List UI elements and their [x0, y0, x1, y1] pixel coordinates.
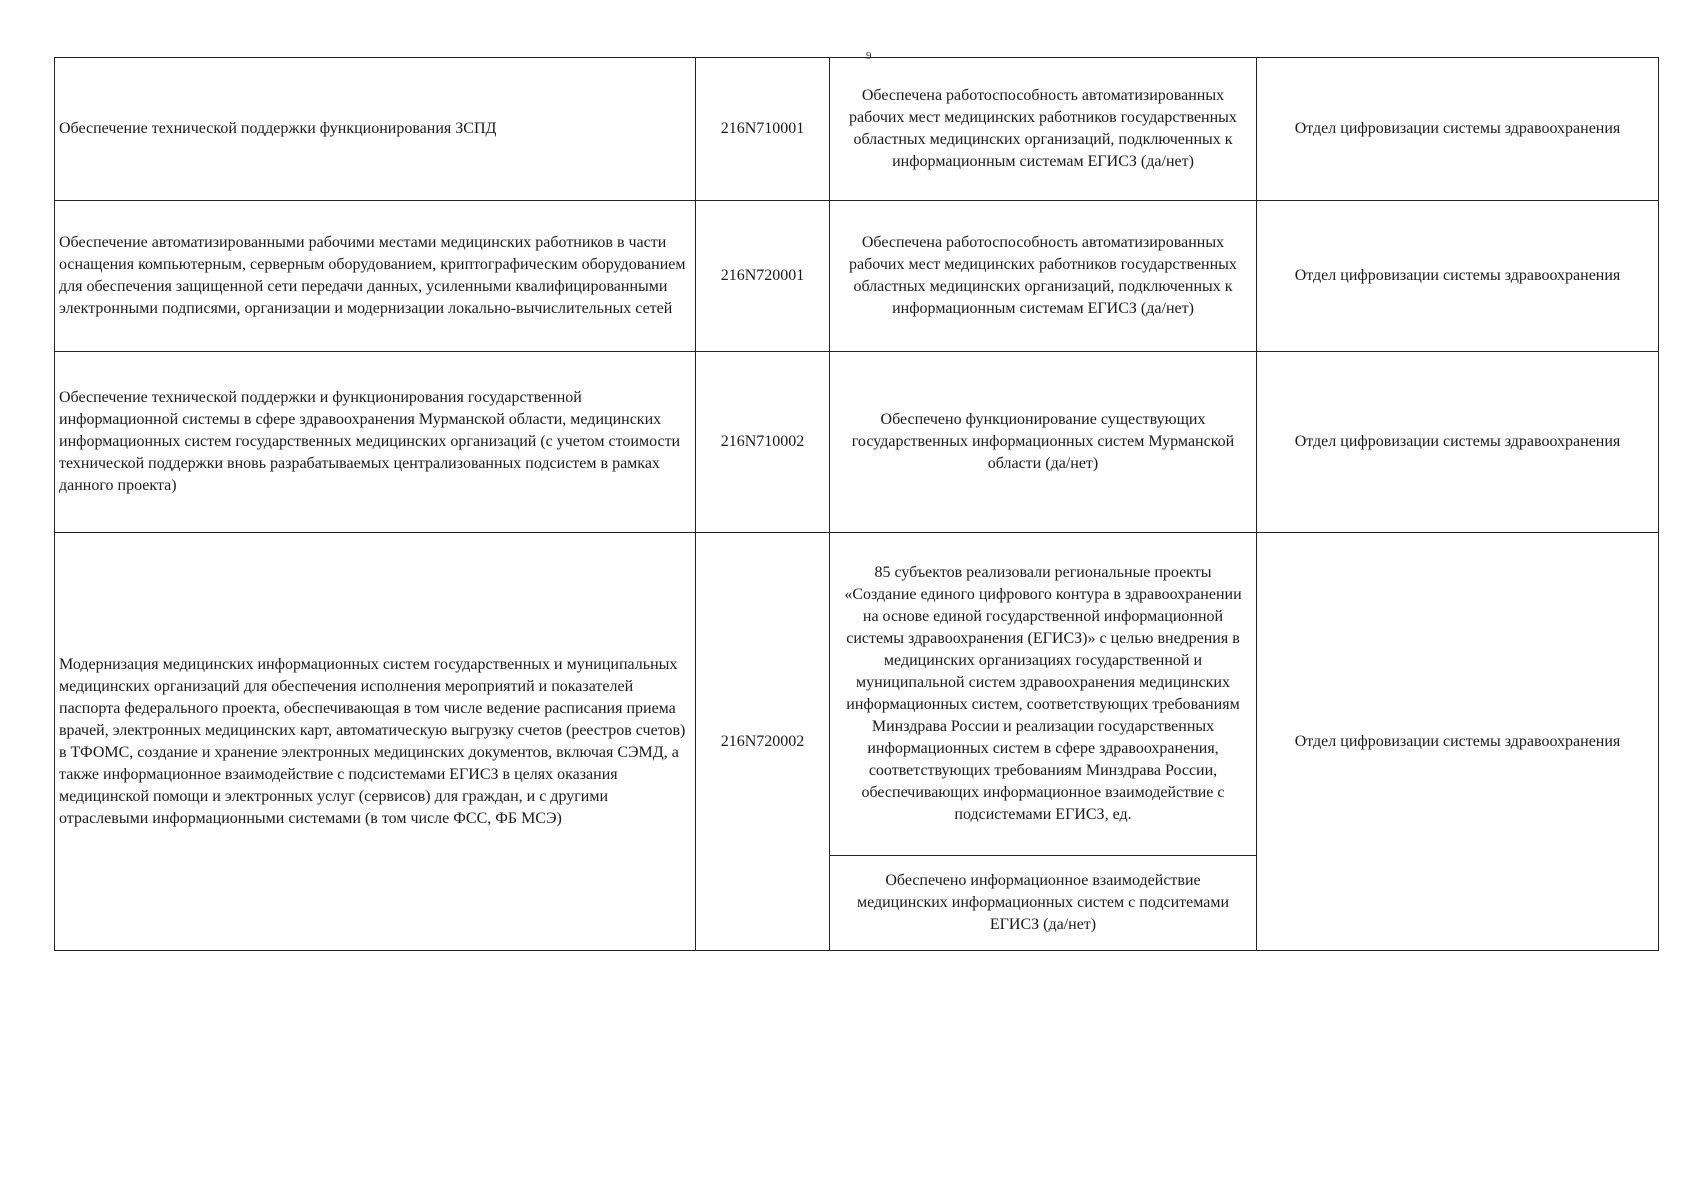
- table-row: [55, 533, 1659, 856]
- activity-cell: Модернизация медицинских информационных систем государственных и муниципальных медицинских организаций для обеспечения исполнения мероприятий и показателей паспорта федерального проекта, обеспечивающая в том числе ведение расписания приема врачей, электронных медицинских карт, автоматическую выгрузку счетов (реестров счетов) в ТФОМС, создание и хранение электронных медицинских документов, включая СЭМД, а также информационное взаимодействие с подсистемами ЕГИСЗ в целях оказания медицинской помощи и электронных услуг (сервисов) для граждан, и с другими отраслевыми информационными системами (в том числе ФСС, ФБ МСЭ): [55, 533, 696, 951]
- result-cell: Обеспечена работоспособность автоматизированных рабочих мест медицинских работников государственных областных медицинских организаций, подключенных к информационным системам ЕГИСЗ (да/нет): [830, 201, 1257, 352]
- table-row: [55, 58, 1659, 201]
- activity-cell: Обеспечение технической поддержки функционирования ЗСПД: [55, 58, 696, 201]
- activity-cell: Обеспечение технической поддержки и функционирования государственной информационной системы в сфере здравоохранения Мурманской области, медицинских информационных систем государственных медицинских организаций (с учетом стоимости технической поддержки вновь разрабатываемых централизованных подсистем в рамках данного проекта): [55, 352, 696, 533]
- table-row: [55, 201, 1659, 352]
- code-cell: 216N720001: [696, 201, 830, 352]
- department-cell: Отдел цифровизации системы здравоохранения: [1257, 201, 1659, 352]
- activity-cell: Обеспечение автоматизированными рабочими местами медицинских работников в части оснащения компьютерным, серверным оборудованием, криптографическим оборудованием для обеспечения защищенной сети передачи данных, усиленными квалифицированными электронными подписями, организации и модернизации локально-вычислительных сетей: [55, 201, 696, 352]
- code-cell: 216N710001: [696, 58, 830, 201]
- code-cell: 216N720002: [696, 533, 830, 951]
- result-cell: Обеспечена работоспособность автоматизированных рабочих мест медицинских работников государственных областных медицинских организаций, подключенных к информационным системам ЕГИСЗ (да/нет): [830, 58, 1257, 201]
- department-cell: Отдел цифровизации системы здравоохранения: [1257, 352, 1659, 533]
- department-cell: Отдел цифровизации системы здравоохранения: [1257, 533, 1659, 951]
- result-cell: Обеспечено информационное взаимодействие медицинских информационных систем с подситемами ЕГИСЗ (да/нет): [830, 856, 1257, 951]
- result-cell: Обеспечено функционирование существующих государственных информационных систем Мурманской области (да/нет): [830, 352, 1257, 533]
- page-number: 9: [866, 50, 872, 62]
- department-cell: Отдел цифровизации системы здравоохранения: [1257, 58, 1659, 201]
- result-cell: 85 субъектов реализовали региональные проекты «Создание единого цифрового контура в здравоохранении на основе единой государственной информационной системы здравоохранения (ЕГИСЗ)» с целью внедрения в медицинских организациях государственной и муниципальной систем здравоохранения медицинских информационных систем, соответствующих требованиям Минздрава России и реализации государственных информационных систем в сфере здравоохранения, соответствующих требованиям Минздрава России, обеспечивающих информационное взаимодействие с подсистемами ЕГИСЗ, ед.: [830, 533, 1257, 856]
- project-activities-table: [54, 57, 1659, 951]
- code-cell: 216N710002: [696, 352, 830, 533]
- table-row: [55, 352, 1659, 533]
